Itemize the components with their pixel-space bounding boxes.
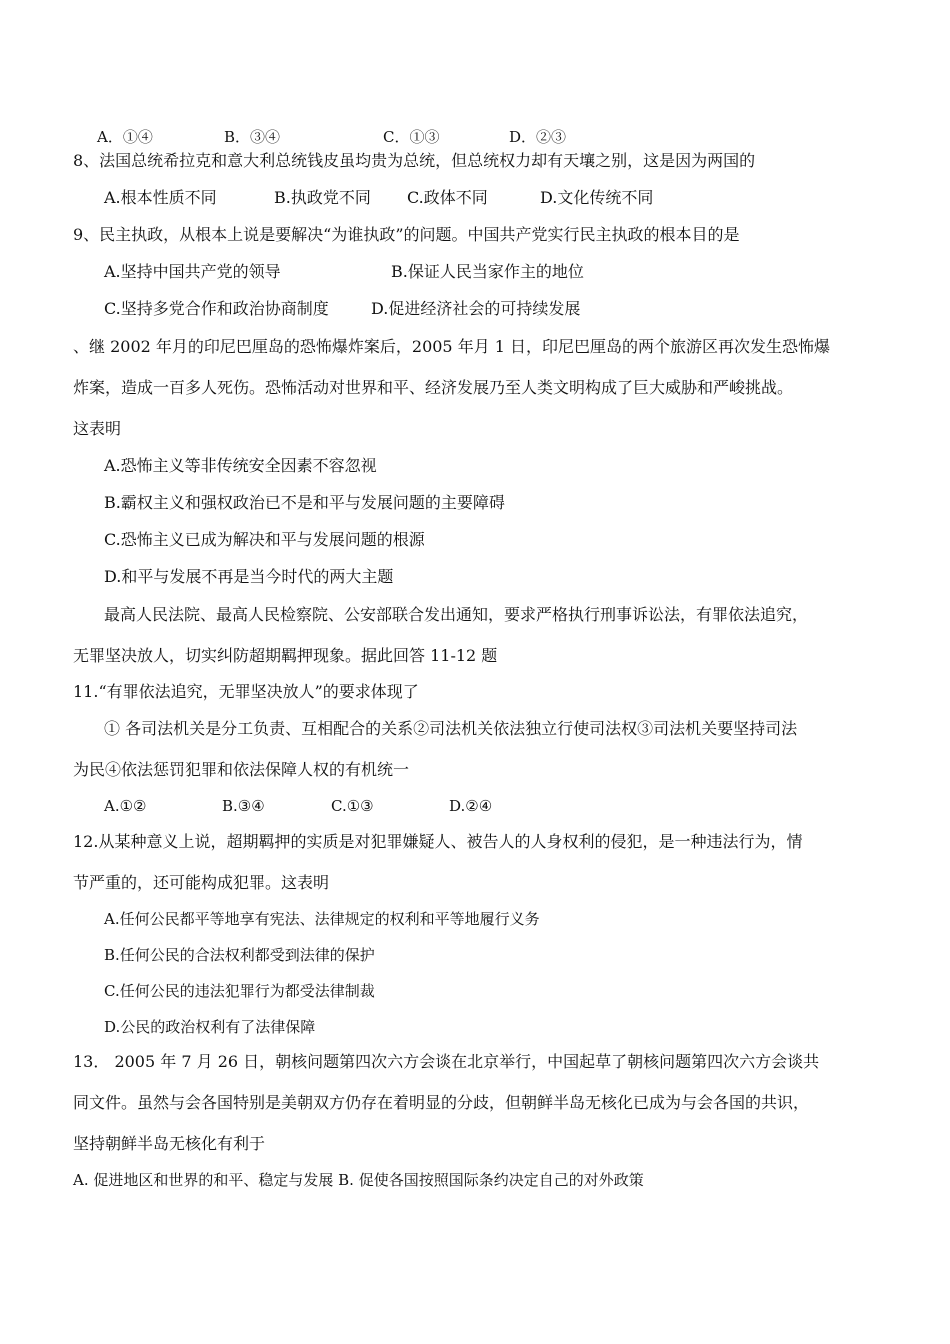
q10-option-b: B.霸权主义和强权政治已不是和平与发展问题的主要障碍 [104,493,505,512]
q11-option-c: C.①③ [331,797,374,815]
q7-option-b: B．③④ [224,128,281,146]
q12-option-a: A.任何公民都平等地享有宪法、法律规定的权利和平等地履行义务 [104,910,540,928]
material-line-1: 最高人民法院、最高人民检察院、公安部联合发出通知，要求严格执行刑事诉讼法，有罪依法追究， [104,605,809,624]
q13-line-1: 13． 2005 年 7 月 26 日，朝核问题第四次六方会谈在北京举行，中国起草了朝核问题第四次六方会谈共 [73,1052,820,1071]
q12-option-b: B.任何公民的合法权利都受到法律的保护 [104,946,375,964]
q10-option-c: C.恐怖主义已成为解决和平与发展问题的根源 [104,530,425,549]
q7-option-d: D．②③ [509,128,567,146]
q11-stem: 11.“有罪依法追究，无罪坚决放人”的要求体现了 [73,682,419,701]
q13-line-3: 坚持朝鲜半岛无核化有利于 [73,1134,266,1153]
q12-option-c: C.任何公民的违法犯罪行为都受法律制裁 [104,982,375,1000]
q8-stem: 8、法国总统希拉克和意大利总统钱皮虽均贵为总统，但总统权力却有天壤之别，这是因为两国的 [73,151,756,170]
q10-line-3: 这表明 [73,419,122,438]
q8-option-d: D.文化传统不同 [540,188,654,207]
q11-option-b: B.③④ [222,797,265,815]
q12-option-d: D.公民的政治权利有了法律保障 [104,1018,316,1036]
q10-line-1: 、继 2002 年月的印尼巴厘岛的恐怖爆炸案后，2005 年月 1 日，印尼巴厘岛的两个旅游区再次发生恐怖爆 [73,337,831,356]
q9-option-a: A.坚持中国共产党的领导 [104,262,281,281]
q7-option-a: A．①④ [97,128,153,146]
material-line-2: 无罪坚决放人，切实纠防超期羁押现象。据此回答 11-12 题 [73,646,498,665]
q11-option-d: D.②④ [449,797,493,815]
q10-line-2: 炸案，造成一百多人死伤。恐怖活动对世界和平、经济发展乃至人类文明构成了巨大威胁和严峻挑战。 [73,378,794,397]
q10-option-a: A.恐怖主义等非传统安全因素不容忽视 [104,456,377,475]
q12-line-1: 12.从某种意义上说，超期羁押的实质是对犯罪嫌疑人、被告人的人身权利的侵犯，是一种违法行为，情 [73,832,803,851]
q7-option-c: C．①③ [383,128,440,146]
q9-stem: 9、民主执政，从根本上说是要解决“为谁执政”的问题。中国共产党实行民主执政的根本目的是 [73,225,740,244]
q11-statements-line-1: ① 各司法机关是分工负责、互相配合的关系②司法机关依法独立行使司法权③司法机关要坚持司法 [104,719,798,738]
q9-option-d: D.促进经济社会的可持续发展 [371,299,581,318]
q9-option-b: B.保证人民当家作主的地位 [391,262,584,281]
q12-line-2: 节严重的，还可能构成犯罪。这表明 [73,873,330,892]
q8-option-a: A.根本性质不同 [104,188,217,207]
q13-line-2: 同文件。虽然与会各国特别是美朝双方仍存在着明显的分歧，但朝鲜半岛无核化已成为与会各国的共识， [73,1093,810,1112]
q11-statements-line-2: 为民④依法惩罚犯罪和依法保障人权的有机统一 [73,760,410,779]
q8-option-b: B.执政党不同 [274,188,371,207]
q11-option-a: A.①② [104,797,147,815]
q8-option-c: C.政体不同 [407,188,488,207]
q9-option-c: C.坚持多党合作和政治协商制度 [104,299,329,318]
q10-option-d: D.和平与发展不再是当今时代的两大主题 [104,567,394,586]
q13-options: A. 促进地区和世界的和平、稳定与发展 B. 促使各国按照国际条约决定自己的对外政策 [73,1171,644,1189]
